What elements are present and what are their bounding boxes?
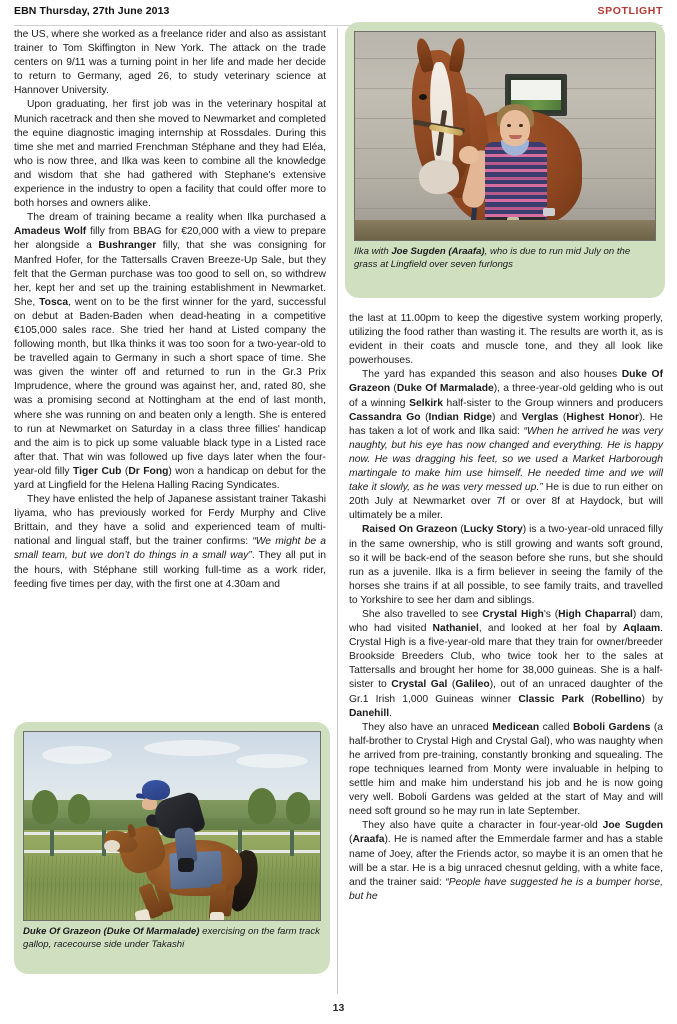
person-eye-left <box>507 124 511 127</box>
publication-date: EBN Thursday, 27th June 2013 <box>14 5 170 17</box>
stable-bedding-floor <box>355 220 655 240</box>
photo-panel-duke-of-grazeon <box>14 722 330 974</box>
horse-eye <box>419 94 427 100</box>
article-column-left <box>14 28 326 592</box>
article-column-right <box>349 312 663 904</box>
article-paragraph: She also travelled to see Crystal High's (High Chaparral) dam, who had visited Nathaniel, and looked at her foal by Aqlaam. Crystal High is a five-year-old mare that they train for owner/breeder Brookside Breeders Club, who twice took her to the sales at Tattersalls and brought her home for 38,000 guineas. She is a half-sister to Crystal Gal (Galileo), out of an unraced daughter of the Gr.1 Irish 1,000 Guineas winner Classic Park (Robellino) by Danehill. <box>349 608 664 719</box>
photo-caption-ilka-joe-sugden: Ilka with Joe Sugden (Araafa), who is due to run mid July on the grass at Lingfield over seven furlongs <box>354 246 631 270</box>
person-hand <box>459 146 479 164</box>
page-number: 13 <box>332 1002 345 1014</box>
person-head <box>500 110 530 146</box>
photo-duke-of-grazeon <box>23 731 321 921</box>
article-paragraph: They also have an unraced Medicean called Boboli Gardens (a half-brother to Crystal High and Crystal Gal), who was naughty when he arrived from pre-training, constantly bronking and squealing. The rope techniques learned from Monty were invaluable in helping to settle him and make him understand his job and he is now going very well. Boboli Gardens was gelded at the start of May and will need soft ground so he may run in late September. <box>349 721 663 818</box>
photo-panel-ilka-joe-sugden <box>345 22 665 298</box>
cloud <box>42 746 112 764</box>
article-paragraph: Upon graduating, her first job was in the veterinary hospital at Munich racetrack and then she moved to Newmarket and completed the equine diagnostic imaging internship at Rossdales. During this time she met and married Frenchman Stéphane and they had Eléa, who is now three, and Ilka was keen to combine all the knowledge and wisdom that she had gathered with Stephane's extensive experience in the industry to open a facility that could offer more to both horses and owners alike. <box>14 99 326 210</box>
photo-caption-duke-of-grazeon: Duke Of Grazeon (Duke Of Marmalade) exercising on the farm track gallop, racecourse side under Takashi <box>23 926 320 950</box>
photo-ilka-joe-sugden <box>354 31 656 241</box>
rider-helmet-icon <box>142 780 170 800</box>
tree <box>32 790 58 824</box>
tree <box>68 794 90 824</box>
article-paragraph: The yard has expanded this season and also houses Duke Of Grazeon (Duke Of Marmalade), a three-year-old gelding who is out of a winning Selkirk half-sister to the Group winners and producers Cassandra Go (Indian Ridge) and Verglas (Highest Honor). He has taken a lot of work and Ilka said: “When he arrived he was very naughty, but his eye has now changed and everything. He is happy now. He was dragging his feet, so we used a Market Harborough martingale to make him use himself. He needed time and we will take it slowly, as he was very messed up.” He is due to run either on 20th July at Newmarket over 7f or over 8f at Haydock, but will ultimately be a miler. <box>349 369 663 522</box>
article-paragraph: the last at 11.00pm to keep the digestive system working properly, utilizing the food rather than wasting it. The results are worth it, as is evident in their coats and muscle tone, and they all look like powerhouses. <box>349 313 663 367</box>
horse-white-face <box>104 840 120 852</box>
horse-white-sock-hind <box>210 912 224 921</box>
person-smile <box>509 135 522 139</box>
cloud <box>236 754 308 768</box>
section-label: SPOTLIGHT <box>597 5 663 17</box>
tree <box>286 792 310 824</box>
cloud <box>144 740 240 756</box>
tree <box>248 788 276 824</box>
column-divider <box>337 28 338 994</box>
article-paragraph: the US, where she worked as a freelance rider and also as assistant trainer to Tom Skiffington in New York. The attack on the trade centers on 9/11 was a turning point in her life and made her decide to return to Germany, aged 26, to study veterinary science at Hannover University. <box>14 29 326 97</box>
person-wristwatch-icon <box>543 208 555 216</box>
article-paragraph: They have enlisted the help of Japanese assistant trainer Takashi Iiyama, who has previously worked for Ferdy Murphy and Clive Brittain, and they have a solid and experienced team of multi-national and lingual staff, but the trainer confirms: “We might be a small team, but we don’t do things in a small way”. They all put in the hours, with Stéphane still working full-time as a work rider, feeding five times per day, with the first one at 4.30am and <box>14 494 327 590</box>
person-eye-right <box>519 124 523 127</box>
article-paragraph: They also have quite a character in four-year-old Joe Sugden (Araafa). He is named after the Emmerdale farmer and has a stable name of Joey, after the Friends actor, so maybe it is an omen that he will be a star. He is a big unraced chesnut gelding, with a white face, and the trainer said: “People have suggested he is a bumper horse, but he <box>349 820 663 902</box>
article-paragraph: The dream of training became a reality when Ilka purchased a Amadeus Wolf filly from BBAG for €20,000 with a view to prepare her alongside a Bushranger filly, that she was consigning for Manfred Hofer, for the Tattersalls Craven Breeze-Up Sale, but they felt that the German purchase was too good to sell on, so withdrew her, kept her and set up the training establishment in Newmarket. She, Tosca, went on to be the first winner for the yard, successful on debut at Baden-Baden when dead-heating in a competitive €105,000 sales race. She tried her hand at Listed company the following month, but Ilka thinks it was too soon for a two-year-old to be travelled again to Germany in such a short space of time. She was given the winter off and returned to run in the Gr.3 Prix Imprudence, where the ground was against her, and, rated 80, she was a promising second at Nottingham at the end of last month, where she was running on and beaten only a length. She is entered to run at Newmarket on Saturday in a class three fillies' handicap and the aim is to pick up some valuable black type in a Listed race after that. That win was followed up five days later when the four-year-old filly Tiger Cub (Dr Fong) won a handicap on debut for the yard at Lingfield for the Helena Halling Racing Syndicates. <box>14 212 327 491</box>
article-paragraph: Raised On Grazeon (Lucky Story) is a two-year-old unraced filly in the same ownership, who is still growing and wants soft ground, so it will be back-end of the season before she runs, but she should run as a juvenile. Ilka is a firm believer in seeing the family of the horses she trains if at all possible, to see family traits, and travelled to Yorkshire to see her dam and siblings. <box>349 524 663 606</box>
rider-boot <box>178 858 194 872</box>
